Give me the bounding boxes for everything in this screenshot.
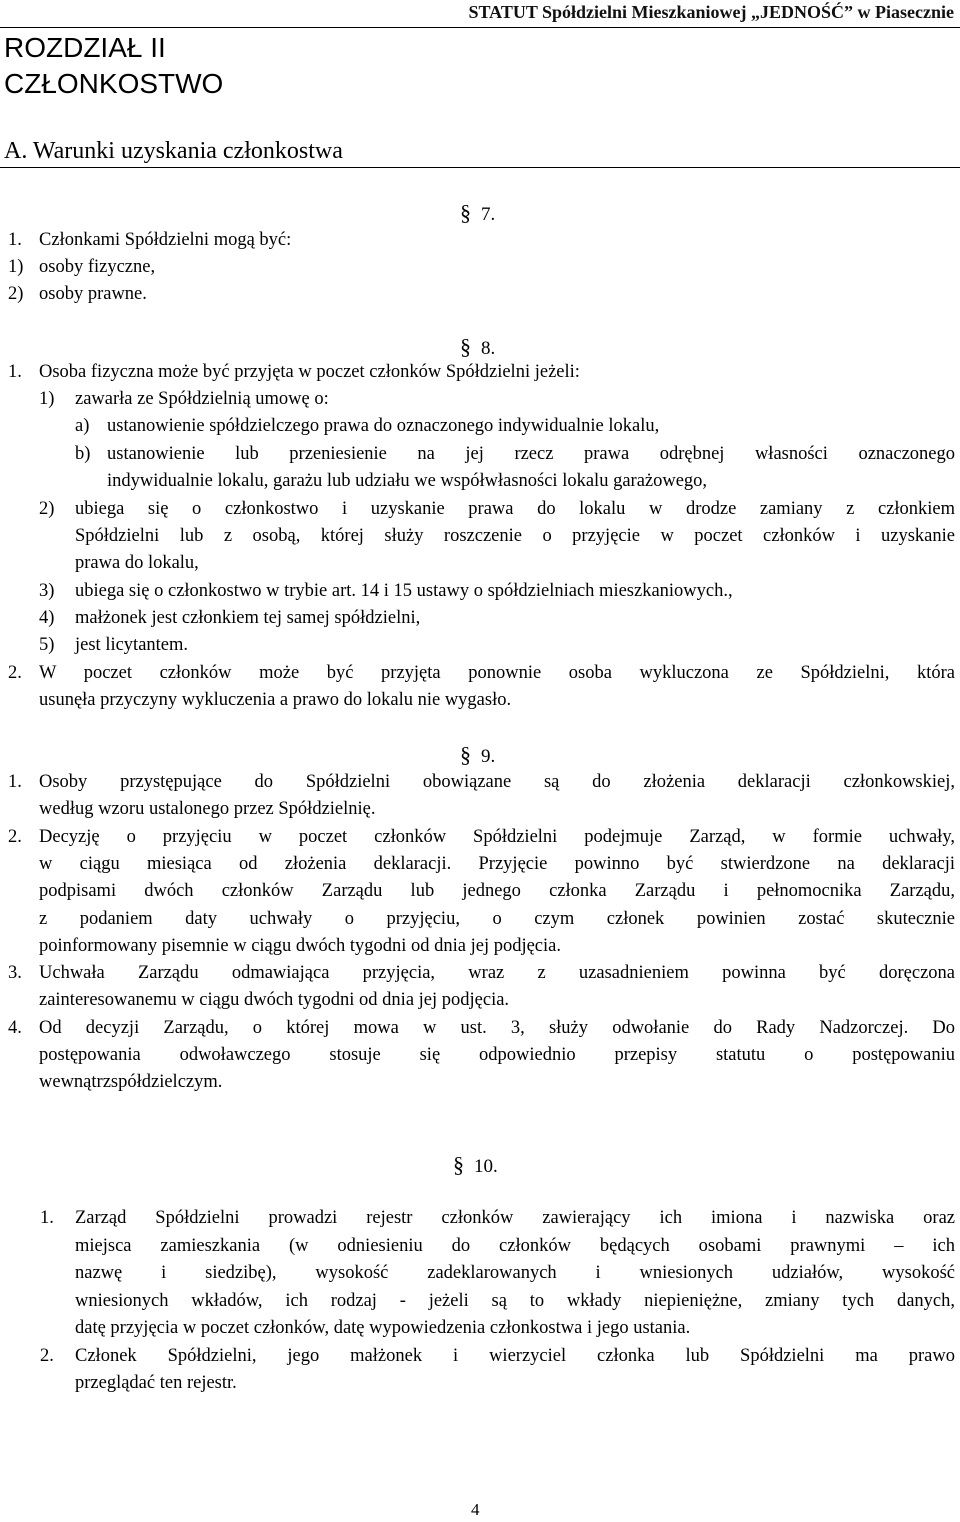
s8-i4-num: 4) [39, 608, 55, 628]
s8-a-num: a) [75, 416, 90, 436]
section-number: 7. [481, 204, 496, 225]
s8-p2-line1: W poczet członków może być przyjęta ponownie osoba wykluczona ze Spółdzielni, która [39, 663, 955, 683]
chapter-title-line2: CZŁONKOSTWO [4, 68, 224, 99]
s8-p1-num: 1. [8, 362, 22, 382]
subheading-rule [0, 167, 960, 168]
section-symbol: § [460, 334, 471, 359]
s8-i2-num: 2) [39, 499, 55, 519]
s8-p1-text: Osoba fizyczna może być przyjęta w poczet członków Spółdzielni jeżeli: [39, 362, 580, 382]
s8-i2-line3: prawa do lokalu, [75, 553, 199, 573]
s10-p2-line1: Członek Spółdzielni, jego małżonek i wierzyciel członka lub Spółdzielni ma prawo [75, 1346, 955, 1366]
s9-p3-num: 3. [8, 963, 22, 983]
section-10-heading [453, 1151, 498, 1180]
s10-p2-line2: przeglądać ten rejestr. [75, 1373, 237, 1393]
s9-p2-line1: Decyzję o przyjęciu w poczet członków Spółdzielni podejmuje Zarząd, w formie uchwały, [39, 827, 955, 847]
s9-p2-num: 2. [8, 827, 22, 847]
s9-p3-line1: Uchwała Zarządu odmawiająca przyjęcia, wraz z uzasadnieniem powinna być doręczona [39, 963, 955, 983]
s8-a-text: ustanowienie spółdzielczego prawa do oznaczonego indywidualnie lokalu, [107, 416, 660, 436]
page-number: 4 [471, 1500, 480, 1519]
s8-i2-line2: Spółdzielni lub z osobą, której służy roszczenie o przyjęcie w poczet członków i uzyskanie [75, 526, 955, 546]
s8-p2-num: 2. [8, 663, 22, 683]
s7-p1-text: Członkami Spółdzielni mogą być: [39, 230, 292, 250]
s10-p1-line4: wniesionych wkładów, ich rodzaj - jeżeli są to wkłady niepieniężne, zmiany tych danych, [75, 1291, 955, 1311]
section-number: 9. [481, 746, 496, 767]
s8-i1-text: zawarła ze Spółdzielnią umowę o: [75, 389, 329, 409]
header-rule [0, 27, 960, 28]
section-7-heading [460, 199, 495, 228]
s8-i1-num: 1) [39, 389, 55, 409]
s8-i5-num: 5) [39, 635, 55, 655]
section-9-heading [460, 741, 495, 770]
s8-i3-text: ubiega się o członkostwo w trybie art. 14 i 15 ustawy o spółdzielniach mieszkaniowych., [75, 581, 733, 601]
s9-p3-line2: zainteresowanemu w ciągu dwóch tygodni od dnia jej podjęcia. [39, 990, 510, 1010]
s7-i1-num: 1) [8, 257, 24, 277]
s9-p4-line1: Od decyzji Zarządu, o której mowa w ust. 3, służy odwołanie do Rady Nadzorczej. Do [39, 1018, 955, 1038]
section-number: 8. [481, 338, 496, 359]
section-symbol: § [453, 1152, 464, 1177]
s8-i4-text: małżonek jest członkiem tej samej spółdzielni, [75, 608, 421, 628]
s10-p1-line5: datę przyjęcia w poczet członków, datę wypowiedzenia członkostwa i jego ustania. [75, 1318, 691, 1338]
section-number: 10. [474, 1156, 498, 1177]
s9-p4-line3: wewnątrzspółdzielczym. [39, 1072, 223, 1092]
s10-p1-line2: miejsca zamieszkania (w odniesieniu do członków będących osobami prawnymi – ich [75, 1236, 955, 1256]
section-8-heading [460, 333, 495, 362]
s8-i2-line1: ubiega się o członkostwo i uzyskanie prawa do lokalu w drodze zamiany z członkiem [75, 499, 955, 519]
s9-p4-num: 4. [8, 1018, 22, 1038]
s9-p4-line2: postępowania odwoławczego stosuje się odpowiednio przepisy statutu o postępowaniu [39, 1045, 955, 1065]
s10-p1-line1: Zarząd Spółdzielni prowadzi rejestr członków zawierający ich imiona i nazwiska oraz [75, 1208, 955, 1228]
s10-p1-line3: nazwę i siedzibę), wysokość zadeklarowanych i wniesionych udziałów, wysokość [75, 1263, 955, 1283]
s8-b-line1: ustanowienie lub przeniesienie na jej rzecz prawa odrębnej własności oznaczonego [107, 444, 955, 464]
chapter-title-line1: ROZDZIAŁ II [4, 32, 166, 63]
s8-b-line2: indywidualnie lokalu, garażu lub udziału we współwłasności lokalu garażowego, [107, 471, 708, 491]
s9-p2-line5: poinformowany pisemnie w ciągu dwóch tygodni od dnia jej podjęcia. [39, 936, 561, 956]
s10-p1-num: 1. [40, 1208, 54, 1228]
s7-i1-text: osoby fizyczne, [39, 257, 156, 277]
section-symbol: § [460, 200, 471, 225]
s10-p2-num: 2. [40, 1346, 54, 1366]
s9-p2-line4: z podaniem daty uchwały o przyjęciu, o czym członek powinien zostać skutecznie [39, 909, 955, 929]
s8-b-num: b) [75, 444, 91, 464]
section-symbol: § [460, 742, 471, 767]
s7-i2-text: osoby prawne. [39, 284, 147, 304]
s9-p2-line3: podpisami dwóch członków Zarządu lub jednego członka Zarządu i pełnomocnika Zarządu, [39, 881, 955, 901]
s9-p1-line1: Osoby przystępujące do Spółdzielni obowiązane są do złożenia deklaracji członkowskiej, [39, 772, 955, 792]
s7-p1-num: 1. [8, 230, 22, 250]
running-header: STATUT Spółdzielni Mieszkaniowej „JEDNOŚĆ” w Piasecznie [468, 2, 954, 22]
s9-p1-num: 1. [8, 772, 22, 792]
s9-p1-line2: według wzoru ustalonego przez Spółdzielnię. [39, 799, 376, 819]
s8-p2-line2: usunęła przyczyny wykluczenia a prawo do lokalu nie wygasło. [39, 690, 512, 710]
chapter-subheading: A. Warunki uzyskania członkostwa [4, 138, 343, 164]
s8-i5-text: jest licytantem. [75, 635, 189, 655]
s9-p2-line2: w ciągu miesiąca od złożenia deklaracji. Przyjęcie powinno być stwierdzone na deklaracji [39, 854, 955, 874]
s8-i3-num: 3) [39, 581, 55, 601]
s7-i2-num: 2) [8, 284, 24, 304]
